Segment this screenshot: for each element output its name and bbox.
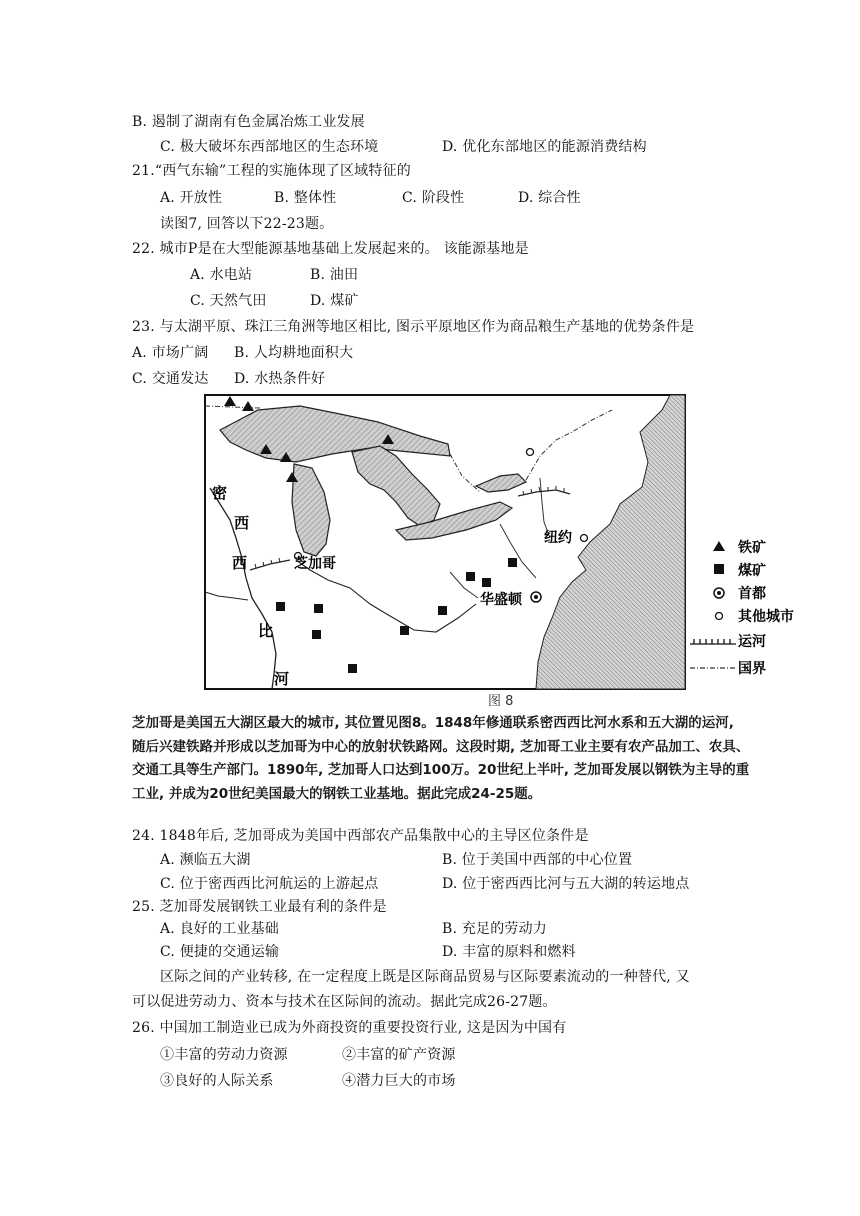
legend-coal-label: 煤矿 bbox=[738, 563, 766, 579]
coal-mine-marker bbox=[400, 626, 409, 635]
q26-item-3: ③良好的人际关系 bbox=[160, 1073, 274, 1089]
question-21: 21.“西气东输”工程的实施体现了区域特征的 bbox=[132, 163, 411, 179]
q23-option-b: B. 人均耕地面积大 bbox=[234, 345, 354, 361]
q24-option-a: A. 濒临五大湖 bbox=[160, 852, 251, 868]
q25-option-d: D. 丰富的原料和燃料 bbox=[442, 944, 576, 960]
question-26: 26. 中国加工制造业已成为外商投资的重要投资行业, 这是因为中国有 bbox=[132, 1020, 567, 1036]
q26-item-4: ④潜力巨大的市场 bbox=[342, 1073, 456, 1089]
q24-option-b: B. 位于美国中西部的中心位置 bbox=[442, 852, 633, 868]
q21-option-c: C. 阶段性 bbox=[402, 190, 465, 206]
q23-option-a: A. 市场广阔 bbox=[132, 345, 209, 361]
label-chicago: 芝加哥 bbox=[294, 556, 336, 572]
coal-mine-marker bbox=[312, 630, 321, 639]
question-23: 23. 与太湖平原、珠江三角洲等地区相比, 图示平原地区作为商品粮生产基地的优势条件是 bbox=[132, 319, 695, 335]
city-marker-newyork bbox=[581, 535, 588, 542]
legend-capital-label: 首都 bbox=[738, 586, 766, 602]
coal-mine-marker bbox=[466, 572, 475, 581]
map-legend bbox=[690, 539, 794, 677]
legend-iron-label: 铁矿 bbox=[738, 540, 766, 556]
q23-option-c: C. 交通发达 bbox=[132, 371, 209, 387]
q22-option-b: B. 油田 bbox=[310, 267, 359, 283]
label-xi-1: 西 bbox=[234, 514, 250, 532]
coal-mine-marker bbox=[348, 664, 357, 673]
legend-coal-icon bbox=[714, 564, 724, 574]
question-25: 25. 芝加哥发展钢铁工业最有利的条件是 bbox=[132, 899, 387, 915]
q22-option-a: A. 水电站 bbox=[190, 267, 253, 283]
legend-capital-dot bbox=[717, 591, 721, 595]
figure-caption: 图 8 bbox=[488, 694, 514, 709]
legend-iron-icon bbox=[713, 541, 725, 551]
option-21prev-d: D. 优化东部地区的能源消费结构 bbox=[442, 139, 647, 155]
legend-canal-label: 运河 bbox=[738, 634, 766, 650]
q23-option-d: D. 水热条件好 bbox=[234, 371, 326, 387]
label-bi: 比 bbox=[258, 622, 274, 640]
coal-mine-marker bbox=[276, 602, 285, 611]
question-24: 24. 1848年后, 芝加哥成为美国中西部农产品集散中心的主导区位条件是 bbox=[132, 828, 589, 844]
q21-option-d: D. 综合性 bbox=[518, 190, 581, 206]
label-washington: 华盛顿 bbox=[480, 592, 522, 608]
label-he: 河 bbox=[274, 670, 290, 688]
q25-option-a: A. 良好的工业基础 bbox=[160, 921, 280, 937]
label-newyork: 纽约 bbox=[544, 530, 572, 546]
q26-item-2: ②丰富的矿产资源 bbox=[342, 1047, 456, 1063]
label-xi-2: 西 bbox=[232, 554, 248, 572]
q21-option-a: A. 开放性 bbox=[160, 190, 223, 206]
q21-option-b: B. 整体性 bbox=[274, 190, 337, 206]
capital-marker-washington-dot bbox=[534, 595, 538, 599]
coal-mine-marker bbox=[438, 606, 447, 615]
coal-mine-marker bbox=[508, 558, 517, 567]
q22-option-c: C. 天然气田 bbox=[190, 293, 267, 309]
passage-industry-transfer-1: 区际之间的产业转移, 在一定程度上既是区际商品贸易与区际要素流动的一种替代, 又 bbox=[160, 969, 690, 985]
option-21prev-c: C. 极大破坏东西部地区的生态环境 bbox=[160, 139, 379, 155]
label-mi: 密 bbox=[212, 484, 228, 502]
city-marker-montreal bbox=[527, 449, 534, 456]
q25-option-c: C. 便捷的交通运输 bbox=[160, 944, 280, 960]
passage-chicago: 芝加哥是美国五大湖区最大的城市, 其位置见图8。1848年修通联系密西西比河水系和五大湖的运河, 随后兴建铁路并形成以芝加哥为中心的放射状铁路网。这段时期, 芝加哥工业主要有农产品加工、农具、交通工具等生产部门。1890年, 芝加哥人口达到100万。20世纪上半叶, 芝加哥发展以钢铁为主导的重工业, 并成为20世纪美国最大的钢铁工业基地。据此完成24-25题。 bbox=[132, 715, 750, 802]
q24-option-c: C. 位于密西西比河航运的上游起点 bbox=[160, 876, 379, 892]
question-22: 22. 城市P是在大型能源基地基础上发展起来的。 该能源基地是 bbox=[132, 241, 529, 257]
coal-mine-marker bbox=[314, 604, 323, 613]
read-figure-7: 读图7, 回答以下22-23题。 bbox=[160, 216, 334, 232]
q24-option-d: D. 位于密西西比河与五大湖的转运地点 bbox=[442, 876, 690, 892]
option-21prev-b: B. 遏制了湖南有色金属冶炼工业发展 bbox=[132, 114, 365, 130]
legend-canal-icon bbox=[690, 639, 736, 644]
legend-city-label: 其他城市 bbox=[738, 609, 794, 625]
legend-border-label: 国界 bbox=[738, 661, 766, 677]
q26-item-1: ①丰富的劳动力资源 bbox=[160, 1047, 288, 1063]
legend-city-icon bbox=[716, 613, 723, 620]
figure-8-map bbox=[200, 392, 800, 692]
q25-option-b: B. 充足的劳动力 bbox=[442, 921, 547, 937]
coal-mine-marker bbox=[482, 578, 491, 587]
passage-industry-transfer-2: 可以促进劳动力、资本与技术在区际间的流动。据此完成26-27题。 bbox=[132, 994, 557, 1010]
q22-option-d: D. 煤矿 bbox=[310, 293, 359, 309]
